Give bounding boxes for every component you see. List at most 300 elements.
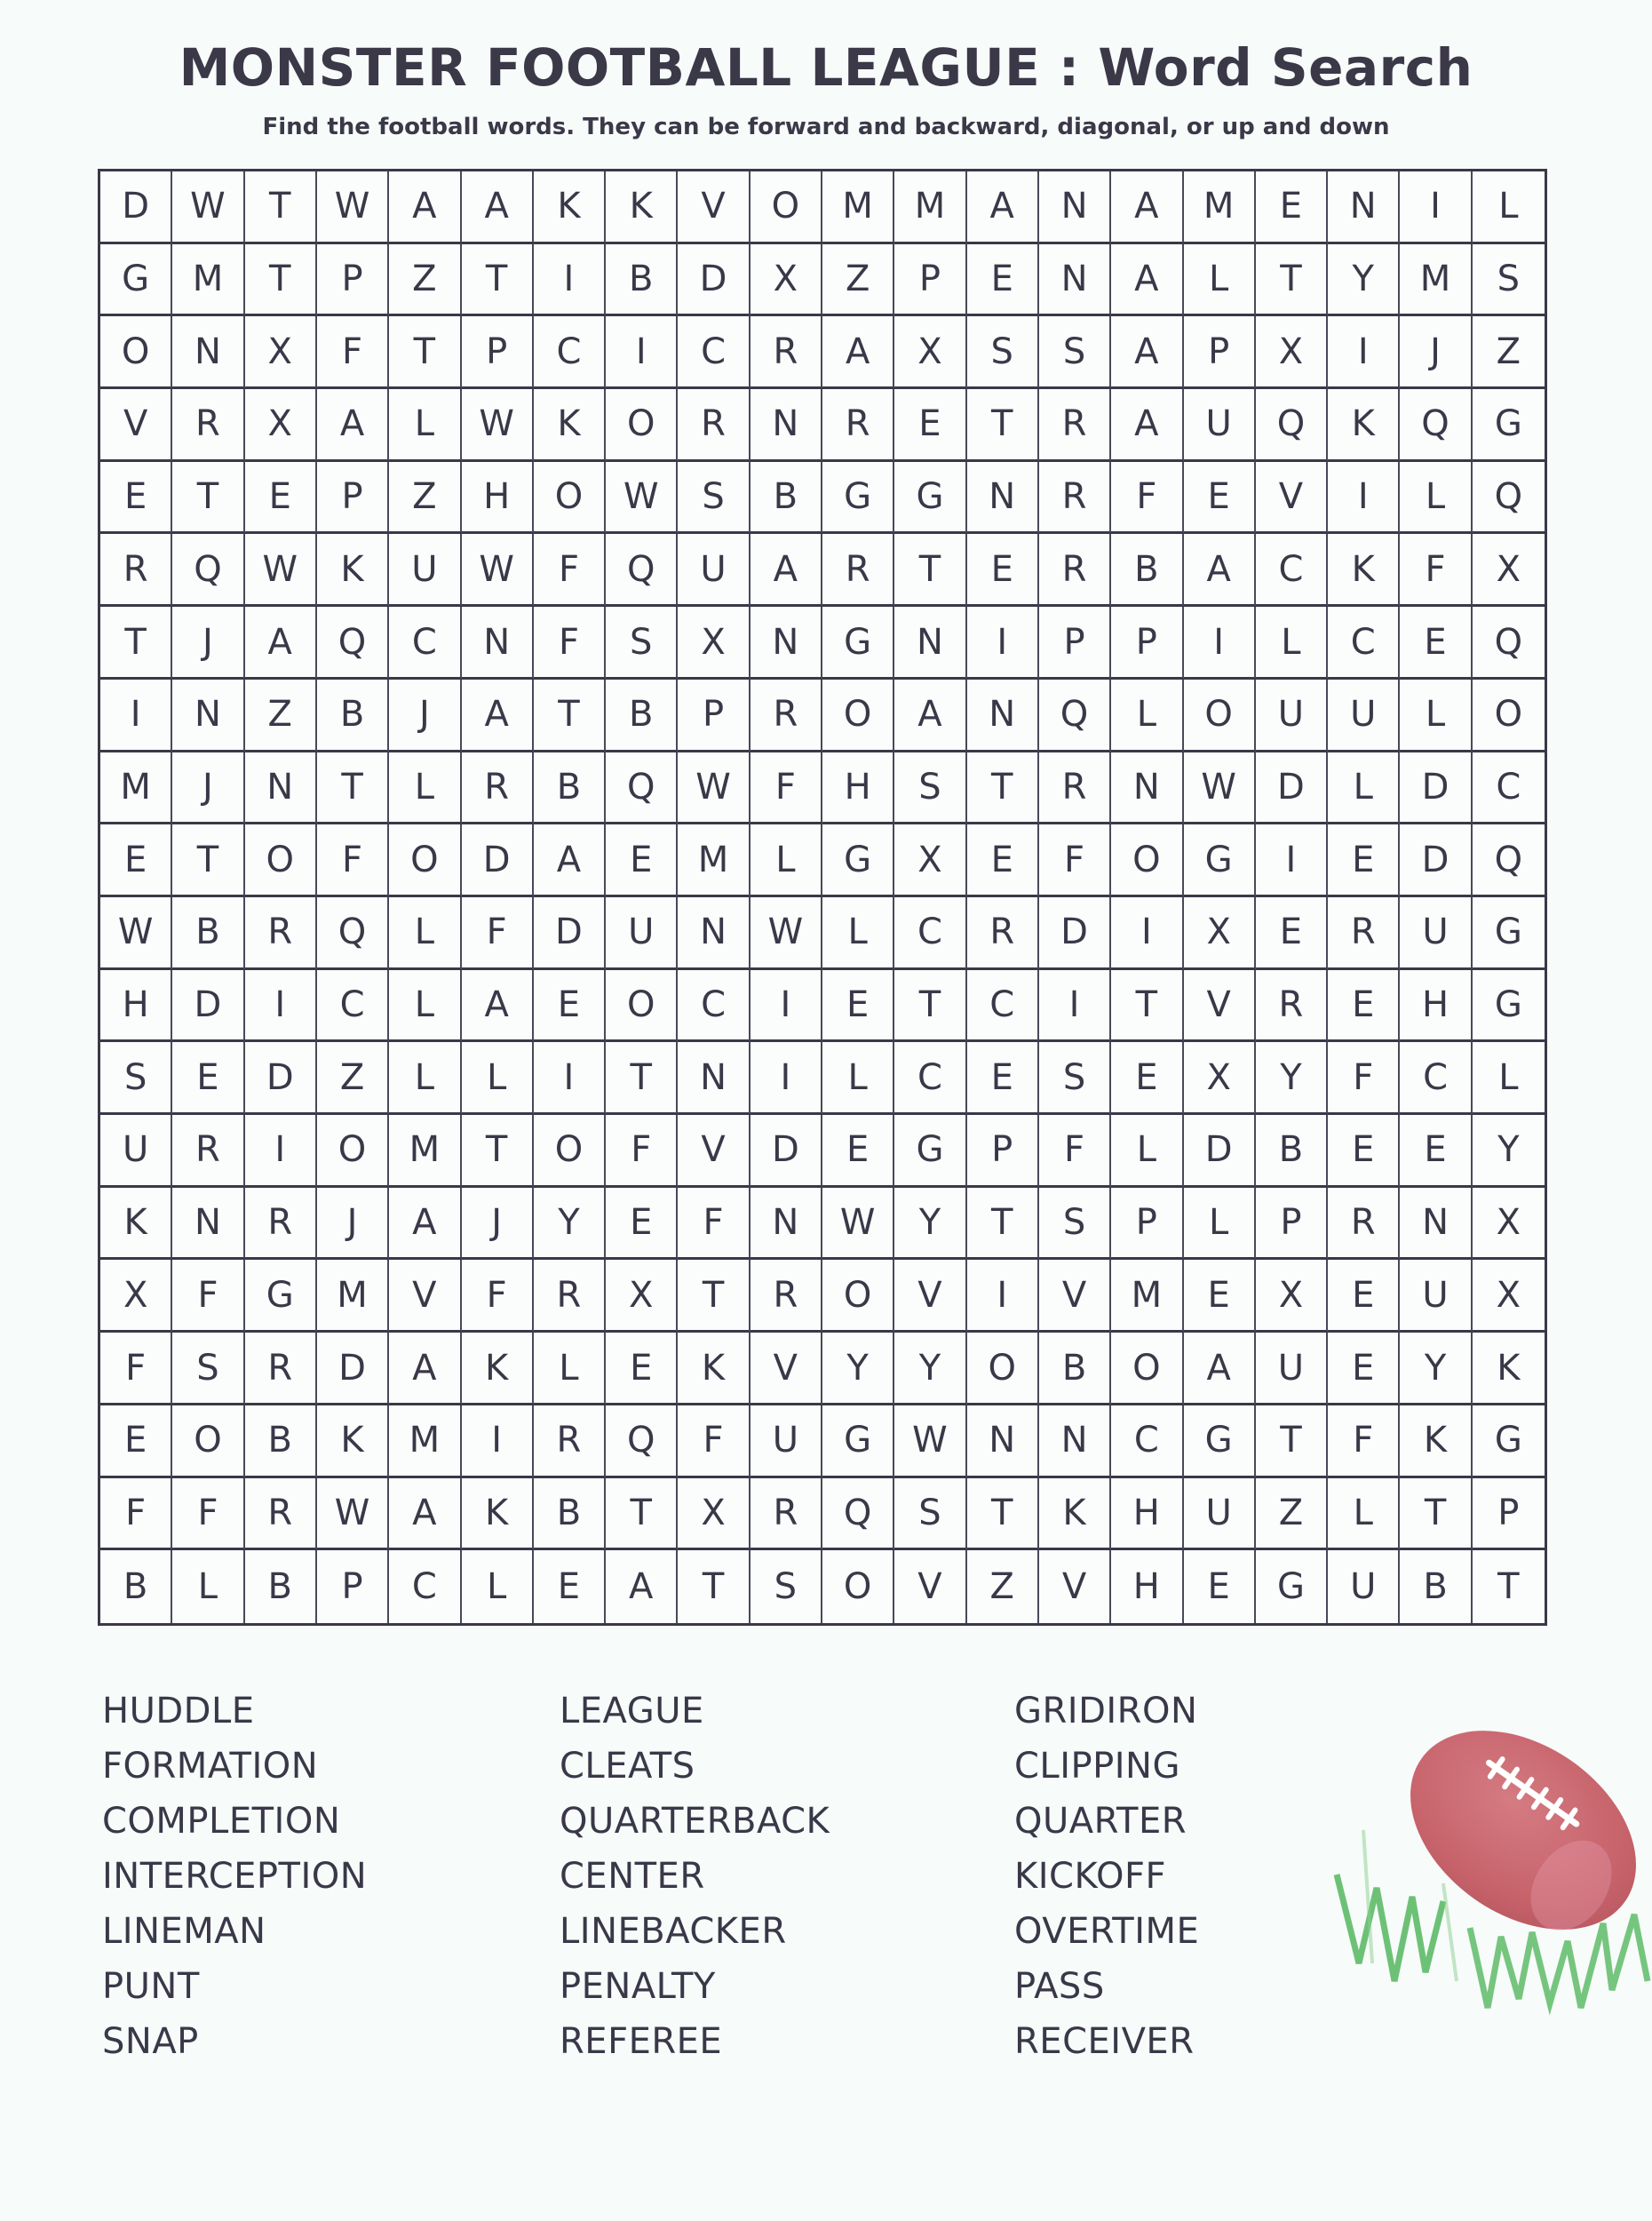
grid-cell[interactable]: F: [1111, 462, 1183, 535]
grid-cell[interactable]: O: [1111, 824, 1183, 897]
grid-cell[interactable]: L: [1328, 752, 1400, 825]
grid-cell[interactable]: C: [389, 607, 461, 680]
grid-cell[interactable]: A: [317, 389, 389, 462]
grid-cell[interactable]: A: [462, 171, 534, 244]
grid-cell[interactable]: H: [462, 462, 534, 535]
grid-cell[interactable]: B: [245, 1550, 317, 1623]
grid-cell[interactable]: S: [1039, 1042, 1111, 1115]
grid-cell[interactable]: S: [1473, 244, 1545, 317]
grid-cell[interactable]: B: [100, 1550, 172, 1623]
grid-cell[interactable]: F: [534, 607, 606, 680]
grid-cell[interactable]: A: [1111, 171, 1183, 244]
grid-cell[interactable]: X: [1473, 1188, 1545, 1261]
grid-cell[interactable]: V: [751, 1333, 822, 1405]
grid-cell[interactable]: E: [606, 1333, 678, 1405]
grid-cell[interactable]: D: [172, 970, 244, 1043]
grid-cell[interactable]: G: [1256, 1550, 1328, 1623]
grid-cell[interactable]: D: [534, 897, 606, 970]
grid-cell[interactable]: L: [172, 1550, 244, 1623]
grid-cell[interactable]: S: [606, 607, 678, 680]
grid-cell[interactable]: R: [1039, 389, 1111, 462]
grid-cell[interactable]: A: [1184, 1333, 1256, 1405]
grid-cell[interactable]: N: [462, 607, 534, 680]
grid-cell[interactable]: Z: [389, 462, 461, 535]
grid-cell[interactable]: O: [822, 1550, 894, 1623]
grid-cell[interactable]: N: [751, 389, 822, 462]
grid-cell[interactable]: Q: [1256, 389, 1328, 462]
grid-cell[interactable]: P: [1473, 1478, 1545, 1551]
grid-cell[interactable]: R: [822, 534, 894, 607]
grid-cell[interactable]: F: [1400, 534, 1472, 607]
grid-cell[interactable]: T: [1400, 1478, 1472, 1551]
grid-cell[interactable]: Q: [1400, 389, 1472, 462]
grid-cell[interactable]: A: [389, 171, 461, 244]
grid-cell[interactable]: B: [1111, 534, 1183, 607]
grid-cell[interactable]: X: [606, 1260, 678, 1333]
grid-cell[interactable]: D: [1400, 824, 1472, 897]
grid-cell[interactable]: E: [967, 534, 1039, 607]
grid-cell[interactable]: U: [1328, 1550, 1400, 1623]
grid-cell[interactable]: L: [534, 1333, 606, 1405]
grid-cell[interactable]: F: [1039, 824, 1111, 897]
grid-cell[interactable]: O: [606, 389, 678, 462]
grid-cell[interactable]: E: [822, 1115, 894, 1188]
grid-cell[interactable]: F: [172, 1478, 244, 1551]
grid-cell[interactable]: K: [1328, 534, 1400, 607]
grid-cell[interactable]: R: [245, 1333, 317, 1405]
grid-cell[interactable]: U: [1256, 680, 1328, 752]
grid-cell[interactable]: K: [317, 1405, 389, 1478]
grid-cell[interactable]: I: [751, 970, 822, 1043]
grid-cell[interactable]: K: [1039, 1478, 1111, 1551]
grid-cell[interactable]: K: [317, 534, 389, 607]
grid-cell[interactable]: V: [389, 1260, 461, 1333]
grid-cell[interactable]: A: [462, 680, 534, 752]
grid-cell[interactable]: O: [172, 1405, 244, 1478]
grid-cell[interactable]: D: [1256, 752, 1328, 825]
grid-cell[interactable]: W: [317, 1478, 389, 1551]
grid-cell[interactable]: E: [967, 824, 1039, 897]
grid-cell[interactable]: L: [462, 1042, 534, 1115]
grid-cell[interactable]: F: [462, 1260, 534, 1333]
grid-cell[interactable]: B: [534, 1478, 606, 1551]
grid-cell[interactable]: R: [534, 1260, 606, 1333]
grid-cell[interactable]: T: [317, 752, 389, 825]
grid-cell[interactable]: G: [822, 607, 894, 680]
grid-cell[interactable]: X: [1473, 534, 1545, 607]
grid-cell[interactable]: T: [894, 534, 966, 607]
grid-cell[interactable]: R: [245, 897, 317, 970]
grid-cell[interactable]: M: [1111, 1260, 1183, 1333]
grid-cell[interactable]: T: [245, 171, 317, 244]
grid-cell[interactable]: S: [1039, 316, 1111, 389]
grid-cell[interactable]: P: [894, 244, 966, 317]
grid-cell[interactable]: N: [678, 897, 750, 970]
grid-cell[interactable]: Z: [1256, 1478, 1328, 1551]
grid-cell[interactable]: B: [317, 680, 389, 752]
grid-cell[interactable]: W: [1184, 752, 1256, 825]
grid-cell[interactable]: C: [317, 970, 389, 1043]
grid-cell[interactable]: U: [100, 1115, 172, 1188]
grid-cell[interactable]: G: [1473, 389, 1545, 462]
grid-cell[interactable]: D: [678, 244, 750, 317]
grid-cell[interactable]: O: [1184, 680, 1256, 752]
grid-cell[interactable]: Q: [606, 752, 678, 825]
grid-cell[interactable]: R: [245, 1188, 317, 1261]
grid-cell[interactable]: U: [1400, 897, 1472, 970]
grid-cell[interactable]: L: [389, 897, 461, 970]
grid-cell[interactable]: E: [967, 1042, 1039, 1115]
grid-cell[interactable]: B: [245, 1405, 317, 1478]
grid-cell[interactable]: S: [100, 1042, 172, 1115]
grid-cell[interactable]: O: [967, 1333, 1039, 1405]
grid-cell[interactable]: M: [172, 244, 244, 317]
grid-cell[interactable]: K: [678, 1333, 750, 1405]
grid-cell[interactable]: T: [100, 607, 172, 680]
grid-cell[interactable]: E: [1400, 1115, 1472, 1188]
grid-cell[interactable]: N: [751, 607, 822, 680]
grid-cell[interactable]: U: [1256, 1333, 1328, 1405]
grid-cell[interactable]: D: [462, 824, 534, 897]
grid-cell[interactable]: X: [1184, 897, 1256, 970]
grid-cell[interactable]: A: [894, 680, 966, 752]
grid-cell[interactable]: I: [967, 1260, 1039, 1333]
grid-cell[interactable]: R: [100, 534, 172, 607]
grid-cell[interactable]: T: [1256, 244, 1328, 317]
grid-cell[interactable]: S: [967, 316, 1039, 389]
grid-cell[interactable]: K: [462, 1478, 534, 1551]
grid-cell[interactable]: X: [751, 244, 822, 317]
grid-cell[interactable]: U: [606, 897, 678, 970]
grid-cell[interactable]: I: [1111, 897, 1183, 970]
grid-cell[interactable]: J: [389, 680, 461, 752]
grid-cell[interactable]: T: [894, 970, 966, 1043]
grid-cell[interactable]: B: [534, 752, 606, 825]
grid-cell[interactable]: J: [172, 607, 244, 680]
grid-cell[interactable]: P: [967, 1115, 1039, 1188]
grid-cell[interactable]: N: [967, 1405, 1039, 1478]
grid-cell[interactable]: R: [462, 752, 534, 825]
grid-cell[interactable]: M: [389, 1115, 461, 1188]
grid-cell[interactable]: R: [534, 1405, 606, 1478]
grid-cell[interactable]: U: [1400, 1260, 1472, 1333]
grid-cell[interactable]: I: [245, 970, 317, 1043]
grid-cell[interactable]: T: [606, 1478, 678, 1551]
grid-cell[interactable]: E: [1256, 171, 1328, 244]
grid-cell[interactable]: E: [1400, 607, 1472, 680]
grid-cell[interactable]: F: [100, 1333, 172, 1405]
grid-cell[interactable]: T: [172, 824, 244, 897]
grid-cell[interactable]: N: [172, 316, 244, 389]
grid-cell[interactable]: N: [1400, 1188, 1472, 1261]
grid-cell[interactable]: E: [1328, 1260, 1400, 1333]
grid-cell[interactable]: Y: [534, 1188, 606, 1261]
grid-cell[interactable]: W: [894, 1405, 966, 1478]
grid-cell[interactable]: R: [751, 1260, 822, 1333]
grid-cell[interactable]: S: [894, 752, 966, 825]
grid-cell[interactable]: O: [389, 824, 461, 897]
grid-cell[interactable]: Q: [606, 1405, 678, 1478]
grid-cell[interactable]: M: [894, 171, 966, 244]
grid-cell[interactable]: K: [1400, 1405, 1472, 1478]
grid-cell[interactable]: W: [462, 534, 534, 607]
grid-cell[interactable]: D: [1039, 897, 1111, 970]
grid-cell[interactable]: A: [534, 824, 606, 897]
grid-cell[interactable]: A: [389, 1478, 461, 1551]
grid-cell[interactable]: D: [751, 1115, 822, 1188]
grid-cell[interactable]: I: [751, 1042, 822, 1115]
grid-cell[interactable]: V: [1184, 970, 1256, 1043]
grid-cell[interactable]: I: [1328, 316, 1400, 389]
grid-cell[interactable]: A: [1111, 316, 1183, 389]
grid-cell[interactable]: S: [172, 1333, 244, 1405]
grid-cell[interactable]: N: [1328, 171, 1400, 244]
grid-cell[interactable]: C: [894, 1042, 966, 1115]
grid-cell[interactable]: C: [1400, 1042, 1472, 1115]
grid-cell[interactable]: E: [822, 970, 894, 1043]
grid-cell[interactable]: E: [100, 462, 172, 535]
grid-cell[interactable]: T: [678, 1260, 750, 1333]
grid-cell[interactable]: W: [462, 389, 534, 462]
grid-cell[interactable]: J: [317, 1188, 389, 1261]
grid-cell[interactable]: X: [894, 316, 966, 389]
grid-cell[interactable]: A: [751, 534, 822, 607]
grid-cell[interactable]: G: [1184, 1405, 1256, 1478]
grid-cell[interactable]: I: [1184, 607, 1256, 680]
grid-cell[interactable]: P: [317, 462, 389, 535]
grid-cell[interactable]: V: [678, 171, 750, 244]
grid-cell[interactable]: C: [1111, 1405, 1183, 1478]
grid-cell[interactable]: F: [317, 824, 389, 897]
grid-cell[interactable]: Q: [606, 534, 678, 607]
grid-cell[interactable]: I: [1256, 824, 1328, 897]
grid-cell[interactable]: Y: [822, 1333, 894, 1405]
grid-cell[interactable]: T: [1111, 970, 1183, 1043]
grid-cell[interactable]: K: [462, 1333, 534, 1405]
grid-cell[interactable]: V: [894, 1550, 966, 1623]
grid-cell[interactable]: N: [894, 607, 966, 680]
grid-cell[interactable]: N: [1111, 752, 1183, 825]
grid-cell[interactable]: T: [967, 1188, 1039, 1261]
grid-cell[interactable]: P: [678, 680, 750, 752]
grid-cell[interactable]: P: [1111, 1188, 1183, 1261]
grid-cell[interactable]: T: [967, 389, 1039, 462]
grid-cell[interactable]: T: [389, 316, 461, 389]
grid-cell[interactable]: G: [1473, 1405, 1545, 1478]
grid-cell[interactable]: B: [1256, 1115, 1328, 1188]
grid-cell[interactable]: W: [100, 897, 172, 970]
grid-cell[interactable]: I: [606, 316, 678, 389]
grid-cell[interactable]: K: [1328, 389, 1400, 462]
grid-cell[interactable]: Q: [172, 534, 244, 607]
grid-cell[interactable]: P: [317, 244, 389, 317]
grid-cell[interactable]: W: [606, 462, 678, 535]
grid-cell[interactable]: K: [100, 1188, 172, 1261]
grid-cell[interactable]: O: [1111, 1333, 1183, 1405]
grid-cell[interactable]: H: [1400, 970, 1472, 1043]
grid-cell[interactable]: I: [1039, 970, 1111, 1043]
grid-cell[interactable]: F: [100, 1478, 172, 1551]
grid-cell[interactable]: E: [606, 824, 678, 897]
grid-cell[interactable]: L: [1328, 1478, 1400, 1551]
grid-cell[interactable]: X: [894, 824, 966, 897]
grid-cell[interactable]: Z: [389, 244, 461, 317]
grid-cell[interactable]: F: [317, 316, 389, 389]
grid-cell[interactable]: W: [822, 1188, 894, 1261]
grid-cell[interactable]: R: [172, 389, 244, 462]
grid-cell[interactable]: X: [245, 316, 317, 389]
grid-cell[interactable]: E: [534, 1550, 606, 1623]
grid-cell[interactable]: A: [389, 1188, 461, 1261]
grid-cell[interactable]: R: [751, 316, 822, 389]
grid-cell[interactable]: W: [751, 897, 822, 970]
grid-cell[interactable]: K: [534, 389, 606, 462]
grid-cell[interactable]: H: [1111, 1550, 1183, 1623]
grid-cell[interactable]: J: [1400, 316, 1472, 389]
grid-cell[interactable]: R: [245, 1478, 317, 1551]
grid-cell[interactable]: Q: [1039, 680, 1111, 752]
grid-cell[interactable]: X: [1256, 316, 1328, 389]
grid-cell[interactable]: M: [100, 752, 172, 825]
grid-cell[interactable]: W: [678, 752, 750, 825]
grid-cell[interactable]: R: [967, 897, 1039, 970]
grid-cell[interactable]: Q: [822, 1478, 894, 1551]
grid-cell[interactable]: I: [534, 1042, 606, 1115]
grid-cell[interactable]: U: [1328, 680, 1400, 752]
grid-cell[interactable]: K: [1473, 1333, 1545, 1405]
grid-cell[interactable]: E: [100, 824, 172, 897]
grid-cell[interactable]: O: [534, 1115, 606, 1188]
grid-cell[interactable]: I: [534, 244, 606, 317]
grid-cell[interactable]: S: [1039, 1188, 1111, 1261]
grid-cell[interactable]: T: [1256, 1405, 1328, 1478]
grid-cell[interactable]: U: [1184, 389, 1256, 462]
grid-cell[interactable]: E: [1328, 1115, 1400, 1188]
grid-cell[interactable]: E: [100, 1405, 172, 1478]
grid-cell[interactable]: F: [1039, 1115, 1111, 1188]
grid-cell[interactable]: B: [1400, 1550, 1472, 1623]
grid-cell[interactable]: O: [245, 824, 317, 897]
grid-cell[interactable]: X: [1256, 1260, 1328, 1333]
grid-cell[interactable]: O: [822, 1260, 894, 1333]
grid-cell[interactable]: E: [1328, 824, 1400, 897]
grid-cell[interactable]: L: [751, 824, 822, 897]
grid-cell[interactable]: Z: [317, 1042, 389, 1115]
grid-cell[interactable]: G: [822, 824, 894, 897]
grid-cell[interactable]: U: [1184, 1478, 1256, 1551]
grid-cell[interactable]: G: [1473, 970, 1545, 1043]
grid-cell[interactable]: L: [822, 897, 894, 970]
grid-cell[interactable]: I: [967, 607, 1039, 680]
grid-cell[interactable]: E: [1328, 970, 1400, 1043]
grid-cell[interactable]: D: [1184, 1115, 1256, 1188]
grid-cell[interactable]: R: [678, 389, 750, 462]
grid-cell[interactable]: T: [1497, 1566, 1520, 1608]
grid-cell[interactable]: A: [967, 171, 1039, 244]
grid-cell[interactable]: F: [462, 897, 534, 970]
grid-cell[interactable]: B: [606, 244, 678, 317]
grid-cell[interactable]: L: [1400, 680, 1472, 752]
grid-cell[interactable]: J: [172, 752, 244, 825]
grid-cell[interactable]: N: [172, 680, 244, 752]
grid-cell[interactable]: A: [1184, 534, 1256, 607]
grid-cell[interactable]: B: [172, 897, 244, 970]
grid-cell[interactable]: R: [1039, 462, 1111, 535]
grid-cell[interactable]: G: [245, 1260, 317, 1333]
grid-cell[interactable]: L: [389, 389, 461, 462]
grid-cell[interactable]: T: [245, 244, 317, 317]
grid-cell[interactable]: P: [1184, 316, 1256, 389]
grid-cell[interactable]: X: [678, 607, 750, 680]
grid-cell[interactable]: N: [1039, 171, 1111, 244]
grid-cell[interactable]: S: [678, 462, 750, 535]
grid-cell[interactable]: T: [462, 244, 534, 317]
grid-cell[interactable]: Q: [1473, 462, 1545, 535]
grid-cell[interactable]: E: [967, 244, 1039, 317]
grid-cell[interactable]: O: [751, 171, 822, 244]
grid-cell[interactable]: I: [1400, 171, 1472, 244]
grid-cell[interactable]: C: [678, 316, 750, 389]
grid-cell[interactable]: H: [100, 970, 172, 1043]
grid-cell[interactable]: A: [389, 1333, 461, 1405]
grid-cell[interactable]: N: [678, 1042, 750, 1115]
grid-cell[interactable]: F: [1328, 1042, 1400, 1115]
grid-cell[interactable]: O: [606, 970, 678, 1043]
grid-cell[interactable]: W: [172, 171, 244, 244]
grid-cell[interactable]: D: [317, 1333, 389, 1405]
grid-cell[interactable]: N: [245, 752, 317, 825]
grid-cell[interactable]: G: [822, 462, 894, 535]
grid-cell[interactable]: V: [1039, 1550, 1111, 1623]
grid-cell[interactable]: N: [967, 680, 1039, 752]
grid-cell[interactable]: B: [751, 462, 822, 535]
grid-cell[interactable]: G: [1473, 897, 1545, 970]
grid-cell[interactable]: C: [1328, 607, 1400, 680]
grid-cell[interactable]: Y: [894, 1333, 966, 1405]
grid-cell[interactable]: R: [822, 389, 894, 462]
grid-cell[interactable]: T: [172, 462, 244, 535]
grid-cell[interactable]: I: [100, 680, 172, 752]
grid-cell[interactable]: U: [389, 534, 461, 607]
grid-cell[interactable]: F: [534, 534, 606, 607]
grid-cell[interactable]: R: [172, 1115, 244, 1188]
grid-cell[interactable]: G: [894, 462, 966, 535]
grid-cell[interactable]: G: [1184, 824, 1256, 897]
grid-cell[interactable]: L: [1111, 1115, 1183, 1188]
grid-cell[interactable]: G: [822, 1405, 894, 1478]
grid-cell[interactable]: L: [389, 970, 461, 1043]
grid-cell[interactable]: H: [822, 752, 894, 825]
grid-cell[interactable]: F: [172, 1260, 244, 1333]
grid-cell[interactable]: L: [389, 752, 461, 825]
grid-cell[interactable]: Y: [1473, 1115, 1545, 1188]
grid-cell[interactable]: B: [606, 680, 678, 752]
grid-cell[interactable]: O: [822, 680, 894, 752]
grid-cell[interactable]: L: [1111, 680, 1183, 752]
grid-cell[interactable]: N: [751, 1188, 822, 1261]
grid-cell[interactable]: A: [822, 316, 894, 389]
grid-cell[interactable]: S: [894, 1478, 966, 1551]
grid-cell[interactable]: U: [678, 534, 750, 607]
grid-cell[interactable]: X: [1184, 1042, 1256, 1115]
grid-cell[interactable]: Y: [1328, 244, 1400, 317]
grid-cell[interactable]: R: [1328, 1188, 1400, 1261]
grid-cell[interactable]: X: [678, 1478, 750, 1551]
grid-cell[interactable]: T: [462, 1115, 534, 1188]
grid-cell[interactable]: L: [1473, 171, 1545, 244]
grid-cell[interactable]: W: [245, 534, 317, 607]
grid-cell[interactable]: P: [1256, 1188, 1328, 1261]
